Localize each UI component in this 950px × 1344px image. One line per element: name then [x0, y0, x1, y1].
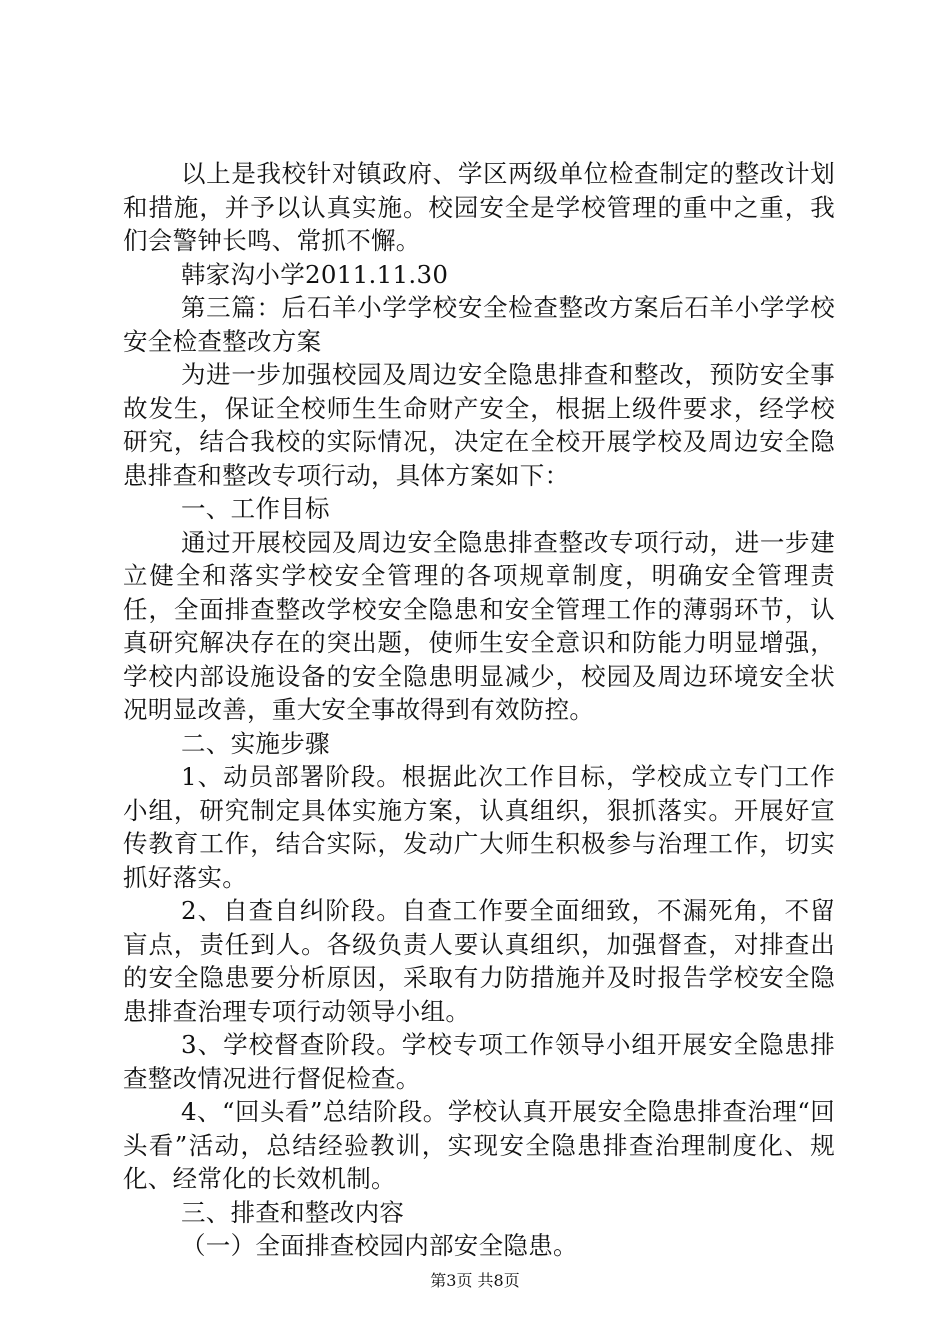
heading-inspection-content: 三、排查和整改内容 — [181, 1197, 405, 1227]
page-number-footer: 第3页 共8页 — [430, 1271, 520, 1290]
document-body — [123, 157, 835, 1263]
paragraph-work-goals: 通过开展校园及周边安全隐患排查整改专项行动，进一步建立健全和落实学校安全管理的各项规章制度，明确安全管理责任，全面排查整改学校安全隐患和安全管理工作的薄弱环节，认真研究解决存在的突出题，使师生安全意识和防能力明显增强，学校内部设施设备的安全隐患明显减少，校园及周边环境安全状况明显改善，重大安全事故得到有效防控。 — [123, 527, 835, 724]
paragraph-step-1: 1、动员部署阶段。根据此次工作目标，学校成立专门工作小组，研究制定具体实施方案，认真组织，狠抓落实。开展好宣传教育工作，结合实际，发动广大师生积极参与治理工作，切实抓好落实。 — [123, 762, 835, 892]
paragraph-subsection-1: （一）全面排查校园内部安全隐患。 — [181, 1231, 578, 1260]
paragraph-introduction: 为进一步加强校园及周边安全隐患排查和整改，预防安全事故发生，保证全校师生生命财产安全，根据上级件要求，经学校研究，结合我校的实际情况，决定在全校开展学校及周边安全隐患排查和整改专项行动，具体方案如下： — [123, 360, 835, 490]
paragraph-step-3: 3、学校督查阶段。学校专项工作领导小组开展安全隐患排查整改情况进行督促检查。 — [123, 1030, 835, 1093]
paragraph-step-4: 4、“回头看”总结阶段。学校认真开展安全隐患排查治理“回头看”活动，总结经验教训，实现安全隐患排查治理制度化、规化、经常化的长效机制。 — [123, 1097, 836, 1193]
heading-work-goals: 一、工作目标 — [181, 494, 330, 523]
paragraph-conclusion: 以上是我校针对镇政府、学区两级单位检查制定的整改计划和措施，并予以认真实施。校园安全是学校管理的重中之重，我们会警钟长鸣、常抓不懈。 — [123, 159, 835, 255]
paragraph-step-2: 2、自查自纠阶段。自查工作要全面细致，不漏死角，不留盲点，责任到人。各级负责人要认真组织，加强督查，对排查出的安全隐患要分析原因，采取有力防措施并及时报告学校安全隐患排查治理专项行动领导小组。 — [123, 896, 835, 1026]
heading-implementation-steps: 二、实施步骤 — [181, 728, 330, 758]
paragraph-section-title: 第三篇：后石羊小学学校安全检查整改方案后石羊小学学校安全检查整改方案 — [123, 293, 835, 356]
paragraph-signature-date: 韩家沟小学2011.11.30 — [181, 259, 449, 289]
